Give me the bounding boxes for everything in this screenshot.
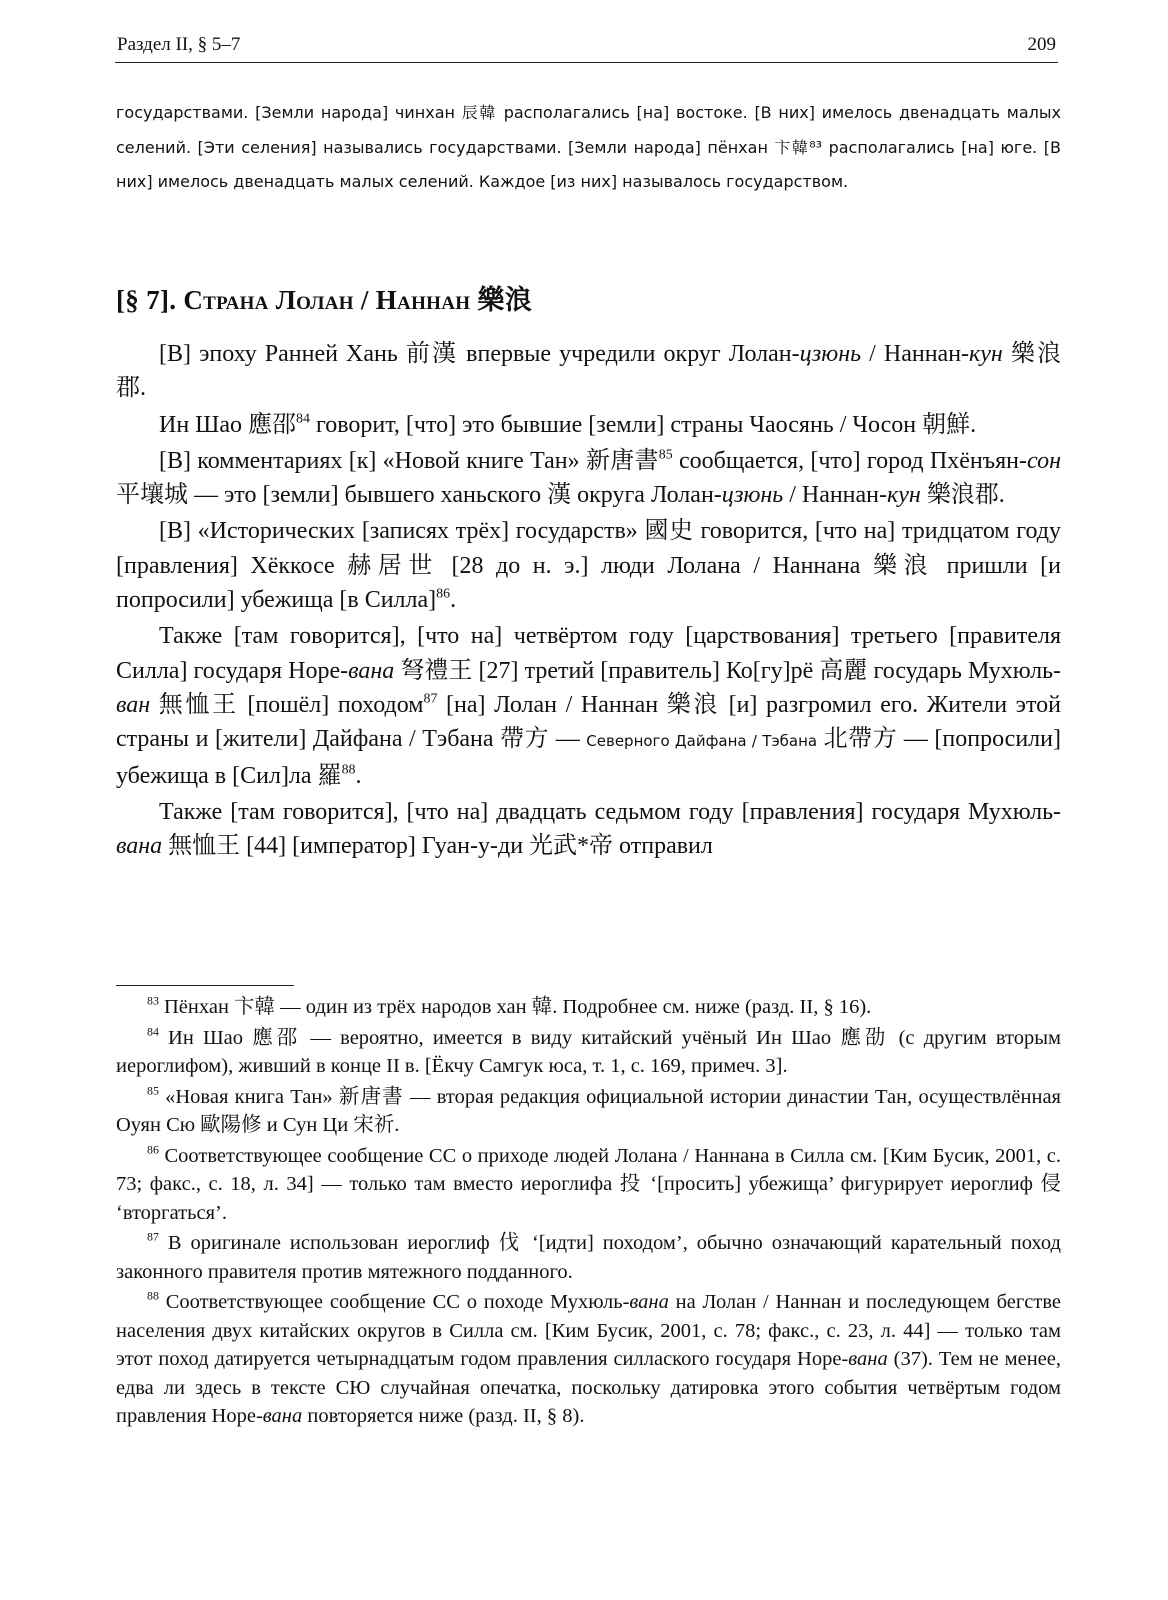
section-label: Раздел II, § 5–7 (117, 34, 241, 55)
footnote-85: $^{85}$ «Новая книга Тан» 新唐書 — вторая редакция официальной истории династии Тан, осуществлённая Оуян Сю 歐陽修 и Сун Ци 宋祈. (116, 1083, 1061, 1136)
paragraph-2: Ин Шао 應邵$^{84}$ говорит, [что] это бывшие [земли] страны Чаосянь / Чосон 朝鮮. (159, 410, 977, 438)
footnote-87: $^{87}$ В оригинале использован иероглиф 伐 ‘[идти] походом’, обычно означающий карательный поход законного правителя против мятежного подданного. (116, 1229, 1061, 1283)
main-text (116, 337, 1061, 865)
footnote-ref-87[interactable]: 87 (423, 691, 438, 707)
footnote-ref-84[interactable]: 84 (296, 410, 310, 426)
footnote-divider (116, 985, 294, 986)
footnote-83: $^{83}$ Пёнхан 卞韓 — один из трёх народов хан 韓. Подробнее см. ниже (разд. II, § 16). (147, 993, 872, 1018)
footnote-84: $^{84}$ Ин Шао 應邵 — вероятно, имеется в виду китайский учёный Ин Шао 應劭 (с другим вторым иероглифом), живший в конце II в. [Ёкчу Самгук юса, т. 1, с. 169, примеч. 3]. (116, 1024, 1061, 1077)
footnote-ref-88[interactable]: 88 (341, 761, 356, 777)
inline-gloss: Северного Дайфана / Тэбана (586, 732, 818, 751)
paragraph-4: [В] «Исторических [записях трёх] государств» 國史 говорится, [что на] тридцатом году [правления] Хёккосе 赫居世 [28 до н. э.] люди Лолана / Наннана 樂浪 пришли [и попросили] убежища [в Силла]$^{86}$. (116, 518, 1061, 614)
paragraph-3: [В] комментариях [к] «Новой книге Тан» 新唐書$^{85}$ сообщается, [что] город Пхёнъян-сон 平壤城 — это [земли] бывшего ханьского 漢 округа Лолан-цзюнь / Наннан-кун 樂浪郡. (116, 447, 1061, 509)
footnote-88: $^{88}$ Соответствующее сообщение СС о походе Мухюль-вана на Лолан / Наннан и последующем бегстве населения двух китайских округов в Силла см. [Ким Бусик, 2001, с. 78; факс., с. 23, л. 44] — только там этот поход датируется четырнадцатым годом правления силлаского государя Норе-вана (37). Тем не менее, едва ли здесь в тексте СЮ случайная опечатка, поскольку датировка этого события четвёртым годом правления Норе-вана повторяется ниже (разд. II, § 8). (116, 1288, 1061, 1427)
page-number: 209 (1027, 34, 1056, 55)
section-heading: [§ 7]. Страна Лолан / Наннан 樂浪 (116, 285, 532, 315)
footnote-86: $^{86}$ Соответствующее сообщение СС о приходе людей Лолана / Наннана в Силла см. [Ким Бусик, 2001, с. 73; факс., с. 18, л. 34] — только там вместо иероглифа 投 ‘[просить] убежища’ фигурирует иероглиф 侵 ‘вторгаться’. (116, 1142, 1061, 1224)
paragraph-6: Также [там говорится], [что на] двадцать седьмом году [правления] государя Мухюль-вана 無恤王 [44] [император] Гуан-у-ди 光武*帝 отправил (116, 798, 1061, 860)
footnotes (116, 993, 1061, 1433)
paragraph-1: [В] эпоху Ранней Хань 前漢 впервые учредили округ Лолан-цзюнь / Наннан-кун 樂浪郡. (116, 341, 1062, 402)
paragraph-5: Также [там говорится], [что на] четвёртом году [царствования] третьего [правителя Силла] государя Норе-вана 弩禮王 [27] третий [правитель] Ко[гу]рё 高麗 государь Мухюль-ван 無恤王 [пошёл] походом$^{87}$ [на] Лолан / Наннан 樂浪 [и] разгромил его. Жители этой страны и [жители] Дайфана / Тэбана 帶方 — Северного Дайфана / Тэбана 北帶方 — [попросили] убежища в [Сил]ла 羅$^{88}$. (116, 623, 1062, 789)
footnote-ref-85[interactable]: 85 (658, 447, 673, 463)
running-head (115, 30, 1058, 63)
footnote-ref-86[interactable]: 86 (436, 586, 451, 602)
quoted-source-text: государствами. [Земли народа] чинхан 辰韓 располагались [на] востоке. [В них] имелось двенадцать малых селений. [Эти селения] назывались государствами. [Земли народа] пёнхан 卞韓⁸³ располагались [на] юге. [В них] имелось двенадцать малых селений. Каждое [из них] называлось государством. (116, 103, 1061, 191)
